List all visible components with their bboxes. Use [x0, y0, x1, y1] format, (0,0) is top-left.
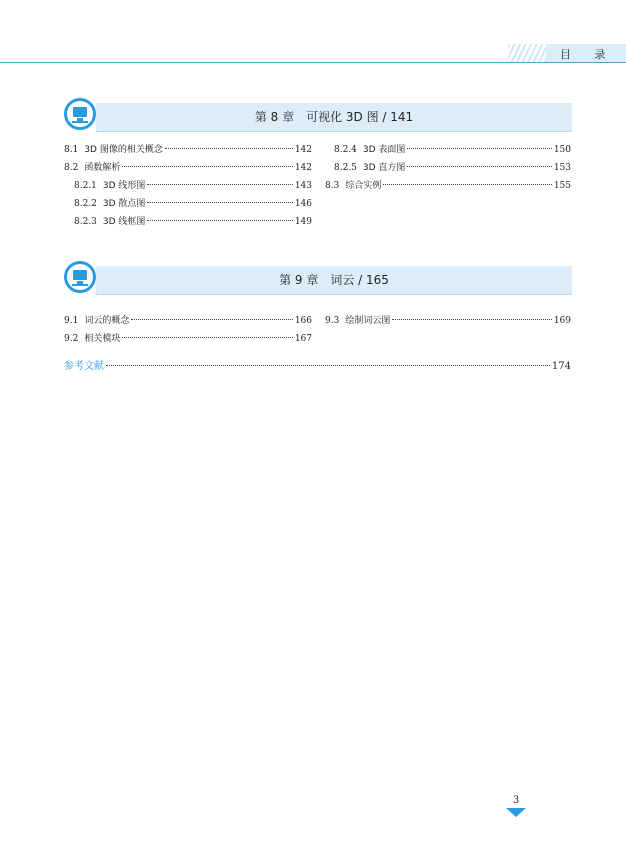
section-number: 8.1: [64, 145, 79, 155]
dot-leader: [392, 319, 551, 320]
toc-entry[interactable]: [74, 179, 312, 193]
toc-entry[interactable]: [74, 197, 312, 211]
page-ref: 146: [294, 199, 312, 209]
section-title: 绘制词云图: [345, 316, 391, 326]
page-ref: 155: [553, 181, 571, 191]
section-number: 8.2.1: [74, 181, 97, 191]
section-number: 8.2.3: [74, 217, 97, 227]
section-number: 8.2: [64, 163, 79, 173]
toc-entry[interactable]: [325, 179, 571, 193]
section-title: 3D 直方图: [362, 163, 406, 173]
toc-entry[interactable]: [325, 314, 571, 328]
dot-leader: [122, 166, 292, 167]
computer-icon: [64, 98, 96, 130]
dot-leader: [407, 148, 551, 149]
dot-leader: [147, 220, 292, 221]
page-ref: 169: [553, 316, 571, 326]
section-title: 3D 表面图: [362, 145, 406, 155]
toc-entry[interactable]: [64, 143, 312, 157]
page-ref: 142: [294, 163, 312, 173]
references-entry[interactable]: [64, 360, 571, 374]
toc-entry[interactable]: [64, 314, 312, 328]
triangle-down-icon: [506, 808, 526, 817]
dot-leader: [131, 319, 292, 320]
dot-leader: [106, 365, 550, 366]
header-title: 目 录: [560, 48, 616, 61]
dot-leader: [383, 184, 551, 185]
toc-entry[interactable]: [334, 161, 571, 175]
section-title: 3D 线形图: [102, 181, 146, 191]
section-number: 8.2.5: [334, 163, 357, 173]
dot-leader: [147, 184, 292, 185]
section-title: 综合实例: [345, 181, 382, 191]
toc-entry[interactable]: [334, 143, 571, 157]
page-ref: 167: [294, 334, 312, 344]
section-number: 8.2.4: [334, 145, 357, 155]
section-number: 9.2: [64, 334, 79, 344]
chapter-title: 第 8 章 可视化 3D 图 / 141: [254, 110, 414, 124]
page-ref: 153: [553, 163, 571, 173]
toc-entry[interactable]: [64, 161, 312, 175]
section-number: 9.1: [64, 316, 79, 326]
toc-entry[interactable]: [74, 215, 312, 229]
section-title: 3D 散点图: [102, 199, 146, 209]
references-title: 参考文献: [64, 361, 104, 372]
section-title: 3D 线框图: [102, 217, 146, 227]
page-ref: 150: [553, 145, 571, 155]
section-number: 9.3: [325, 316, 340, 326]
section-title: 3D 图像的相关概念: [84, 145, 163, 155]
dot-leader: [147, 202, 292, 203]
page-ref: 142: [294, 145, 312, 155]
chapter-9-header: [64, 261, 574, 305]
chapter-title: 第 9 章 词云 / 165: [279, 273, 389, 287]
page-ref: 166: [294, 316, 312, 326]
toc-entry[interactable]: [64, 332, 312, 346]
computer-icon: [64, 261, 96, 293]
dot-leader: [165, 148, 293, 149]
section-title: 函数解析: [84, 163, 121, 173]
section-number: 8.2.2: [74, 199, 97, 209]
dot-leader: [407, 166, 551, 167]
section-title: 相关模块: [84, 334, 121, 344]
section-title: 词云的概念: [84, 316, 130, 326]
header-rule: [0, 62, 626, 63]
chapter-8-header: [64, 98, 574, 142]
dot-leader: [122, 337, 292, 338]
page-ref: 149: [294, 217, 312, 227]
page-ref: 143: [294, 181, 312, 191]
section-number: 8.3: [325, 181, 340, 191]
page-number: 3: [512, 795, 520, 806]
page-ref: 174: [551, 361, 571, 372]
